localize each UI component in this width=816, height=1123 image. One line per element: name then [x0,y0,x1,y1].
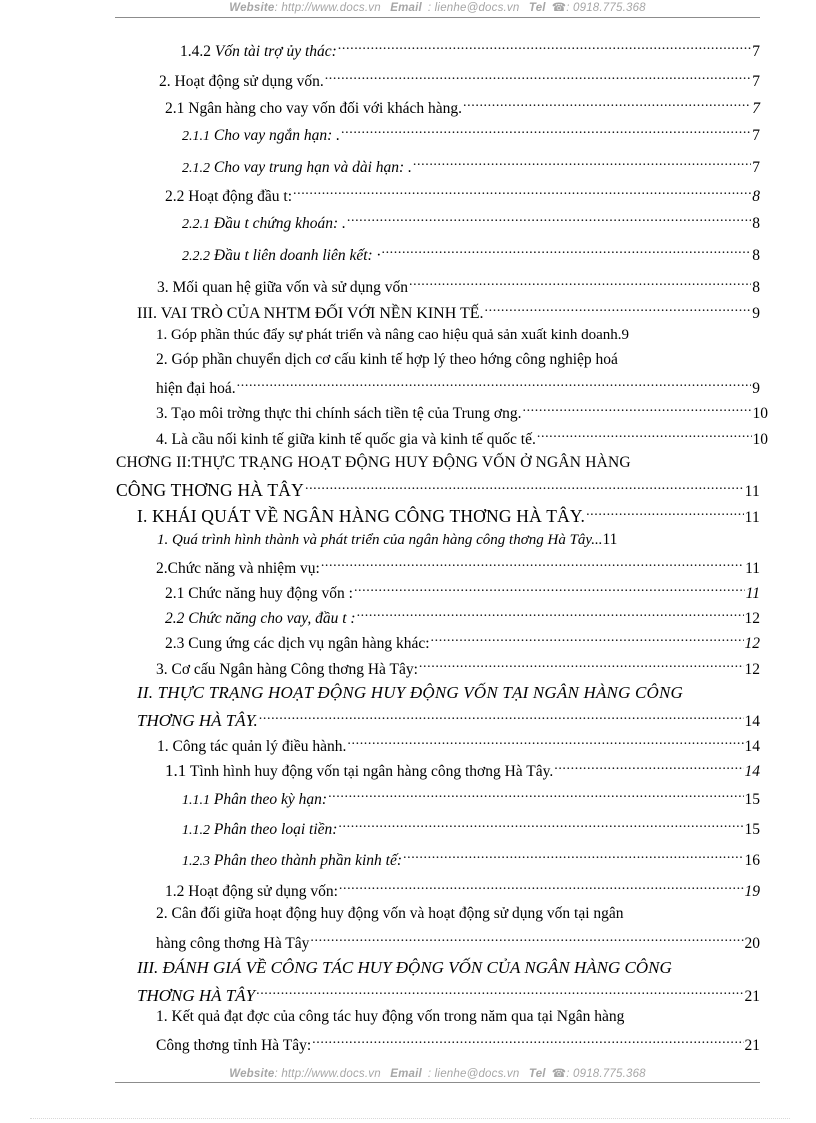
toc-entry[interactable]: 2.3 Cung ứng các dịch vụ ngân hàng khác: ..... 12 [165,630,760,652]
toc-entry[interactable]: 3. Tạo môi trờng thực thi chính sách tiền tệ của Trung ơng. ..... 10 [156,400,768,422]
website-label: Website [229,1068,275,1080]
toc-entry[interactable]: 2.2.2 Đầu t liên doanh liên kết: · ..... 8 [182,242,760,264]
toc-entry[interactable]: THƠNG HÀ TÂY ..... 21 [137,983,760,1005]
toc-entry-line[interactable]: 2. Cân đối giữa hoạt động huy động vốn và hoạt động sử dụng vốn tại ngân [156,905,624,922]
toc-entry[interactable]: 4. Là cầu nối kinh tế giữa kinh tế quốc gia và kinh tế quốc tế. ..... 10 [156,426,768,448]
tel-label: Tel [528,2,546,14]
toc-entry[interactable]: Công thơng tỉnh Hà Tây: ..... 21 [156,1032,760,1054]
phone-icon: ☎ [551,1068,567,1080]
toc-entry[interactable]: 1.2.3 Phân theo thành phần kinh tế: ..... 16 [182,847,760,869]
toc-entry[interactable]: 1. Công tác quản lý điều hành. ..... 14 [157,733,760,755]
tel-value: : 0918.775.368 [566,1068,646,1080]
toc-entry[interactable]: 2.Chức năng và nhiệm vụ: ..... 11 [156,555,760,577]
tel-value: : 0918.775.368 [566,2,646,14]
footer-contact [115,1066,760,1080]
toc-section-line[interactable]: III. ĐÁNH GIÁ VỀ CÔNG TÁC HUY ĐỘNG VỐN CỦA NGÂN HÀNG CÔNG [137,958,672,977]
email-value[interactable]: : lienhe@docs.vn [427,1068,520,1080]
toc-entry[interactable]: 2.2 Hoạt động đầu t: ..... 8 [165,183,760,205]
toc-entry[interactable]: 2.1.1 Cho vay ngắn hạn: . ..... 7 [182,122,760,144]
email-label: Email [390,2,422,14]
toc-entry[interactable]: 1.2 Hoạt động sử dụng vốn: ..... 19 [165,878,760,900]
toc-entry[interactable]: 2.2.1 Đầu t chứng khoán: . ..... 8 [182,210,760,232]
page-bottom-rule [30,1118,790,1119]
toc-entry[interactable]: 2.2 Chức năng cho vay, đầu t : ..... 12 [165,605,760,627]
phone-icon: ☎ [551,2,567,14]
toc-entry[interactable]: I. KHÁI QUÁT VỀ NGÂN HÀNG CÔNG THƠNG HÀ TÂY. ..... 11 [137,504,760,526]
header-rule [115,17,760,18]
toc-entry[interactable]: 1.4.2 Vốn tài trợ ủy thác: ..... 7 [180,38,760,60]
toc-entry[interactable]: 1.1.2 Phân theo loại tiền: ..... 15 [182,816,760,838]
toc-section-line[interactable]: II. THỰC TRẠNG HOẠT ĐỘNG HUY ĐỘNG VỐN TẠI NGÂN HÀNG CÔNG [137,683,684,702]
toc-entry[interactable]: 1.1.1 Phân theo kỳ hạn: ..... 15 [182,786,760,808]
toc-entry[interactable]: CÔNG THƠNG HÀ TÂY ..... 11 [116,478,760,500]
tel-label: Tel [528,1068,546,1080]
toc-chapter-line[interactable]: CHƠNG II:THỰC TRẠNG HOẠT ĐỘNG HUY ĐỘNG VỐN Ở NGÂN HÀNG [116,454,631,471]
toc-entry[interactable]: III. VAI TRÒ CỦA NHTM ĐỐI VỚI NỀN KINH TẾ. ..... 9 [137,300,760,322]
website-value[interactable]: : http://www.docs.vn [274,1068,381,1080]
footer-rule [115,1082,760,1083]
toc-entry[interactable]: 2. Hoạt động sử dụng vốn. ..... 7 [159,68,760,90]
toc-entry[interactable]: 1.1 Tình hình huy động vốn tại ngân hàng công thơng Hà Tây. ..... 14 [165,758,760,780]
toc-entry-line[interactable]: 1. Kết quả đạt đợc của công tác huy động vốn trong năm qua tại Ngân hàng [156,1008,625,1025]
toc-entry[interactable]: 2.1 Ngân hàng cho vay vốn đối với khách hàng. ..... 7 [165,95,760,117]
toc-entry[interactable]: 2.1 Chức năng huy động vốn : ..... 11 [165,580,760,602]
toc-entry[interactable]: hiện đại hoá. ..... 9 [156,375,760,397]
toc-entry[interactable]: 3. Mối quan hệ giữa vốn và sử dụng vốn ..... 8 [157,274,760,296]
toc-entry[interactable]: hàng công thơng Hà Tây ..... 20 [156,930,760,952]
toc-entry-line[interactable]: 2. Góp phần chuyển dịch cơ cấu kinh tế hợp lý theo hớng công nghiệp hoá [156,351,618,368]
toc-entry[interactable]: 2.1.2 Cho vay trung hạn và dài hạn: . ..... 7 [182,154,760,176]
website-label: Website [229,2,275,14]
toc-entry[interactable]: 1. Quá trình hình thành và phát triển của ngân hàng công thơng Hà Tây... 11 [157,531,618,548]
header-contact [115,0,760,14]
toc-entry[interactable]: THƠNG HÀ TÂY. ..... 14 [137,708,760,730]
website-value[interactable]: : http://www.docs.vn [274,2,381,14]
email-value[interactable]: : lienhe@docs.vn [427,2,520,14]
toc-entry[interactable]: 1. Góp phần thúc đẩy sự phát triển và nâng cao hiệu quả sản xuất kinh doanh. 9 [156,327,630,343]
email-label: Email [390,1068,422,1080]
toc-entry[interactable]: 3. Cơ cấu Ngân hàng Công thơng Hà Tây: ..... 12 [156,656,760,678]
